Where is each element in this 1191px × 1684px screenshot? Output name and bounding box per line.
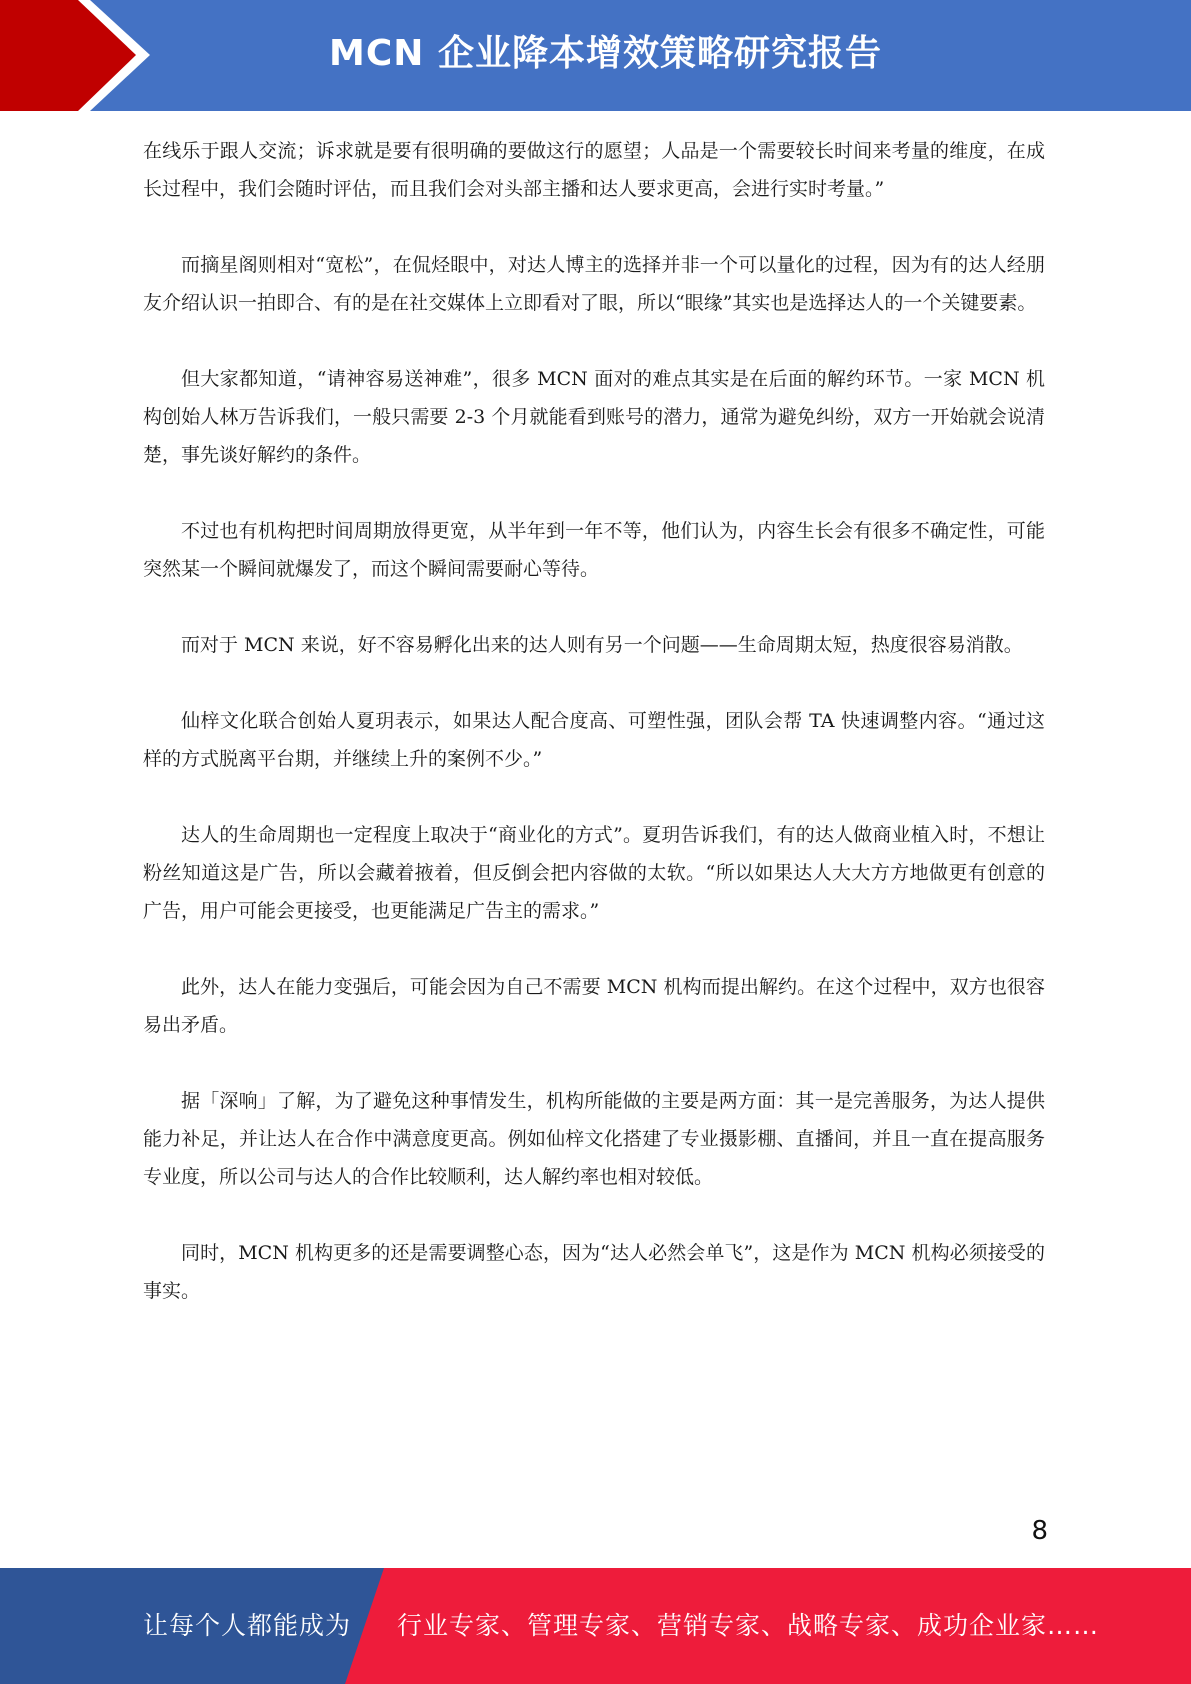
footer-slogan-right: 行业专家、管理专家、营销专家、战略专家、成功企业家…… — [397, 1611, 1100, 1640]
page-number: 8 — [1031, 1516, 1048, 1546]
paragraph: 据「深响」了解，为了避免这种事情发生，机构所能做的主要是两方面：其一是完善服务，为达人提供能力补足，并让达人在合作中满意度更高。例如仙梓文化搭建了专业摄影棚、直播间，并且一直在提高服务专业度，所以公司与达人的合作比较顺利，达人解约率也相对较低。 — [143, 1090, 1045, 1188]
header-title: MCN 企业降本增效策略研究报告 — [329, 33, 882, 74]
paragraph: 在线乐于跟人交流；诉求就是要有很明确的要做这行的愿望；人品是一个需要较长时间来考量的维度，在成长过程中，我们会随时评估，而且我们会对头部主播和达人要求更高，会进行实时考量。” — [143, 140, 1045, 200]
paragraph: 不过也有机构把时间周期放得更宽，从半年到一年不等，他们认为，内容生长会有很多不确定性，可能突然某一个瞬间就爆发了，而这个瞬间需要耐心等待。 — [143, 520, 1045, 580]
page-header — [0, 0, 1191, 111]
paragraph: 而对于 MCN 来说，好不容易孵化出来的达人则有另一个问题——生命周期太短，热度很容易消散。 — [181, 634, 1023, 656]
footer-slogan-left: 让每个人都能成为 — [143, 1611, 352, 1640]
paragraph: 此外，达人在能力变强后，可能会因为自己不需要 MCN 机构而提出解约。在这个过程中，双方也很容易出矛盾。 — [143, 976, 1045, 1036]
document-body — [143, 132, 1045, 1348]
page-footer — [0, 1568, 1191, 1684]
paragraph: 仙梓文化联合创始人夏玥表示，如果达人配合度高、可塑性强，团队会帮 TA 快速调整内容。“通过这样的方式脱离平台期，并继续上升的案例不少。” — [143, 710, 1045, 770]
paragraph: 而摘星阁则相对“宽松”，在侃烃眼中，对达人博主的选择并非一个可以量化的过程，因为有的达人经朋友介绍认识一拍即合、有的是在社交媒体上立即看对了眼，所以“眼缘”其实也是选择达人的一个关键要素。 — [143, 254, 1045, 314]
paragraph: 但大家都知道，“请神容易送神难”，很多 MCN 面对的难点其实是在后面的解约环节。一家 MCN 机构创始人林万告诉我们，一般只需要 2-3 个月就能看到账号的潜力，通常为避免纠纷，双方一开始就会说清楚，事先谈好解约的条件。 — [143, 368, 1045, 466]
paragraph: 达人的生命周期也一定程度上取决于“商业化的方式”。夏玥告诉我们，有的达人做商业植入时，不想让粉丝知道这是广告，所以会藏着掖着，但反倒会把内容做的太软。“所以如果达人大大方方地做更有创意的广告，用户可能会更接受，也更能满足广告主的需求。” — [143, 824, 1045, 922]
paragraph: 同时，MCN 机构更多的还是需要调整心态，因为“达人必然会单飞”，这是作为 MCN 机构必须接受的事实。 — [143, 1242, 1045, 1302]
